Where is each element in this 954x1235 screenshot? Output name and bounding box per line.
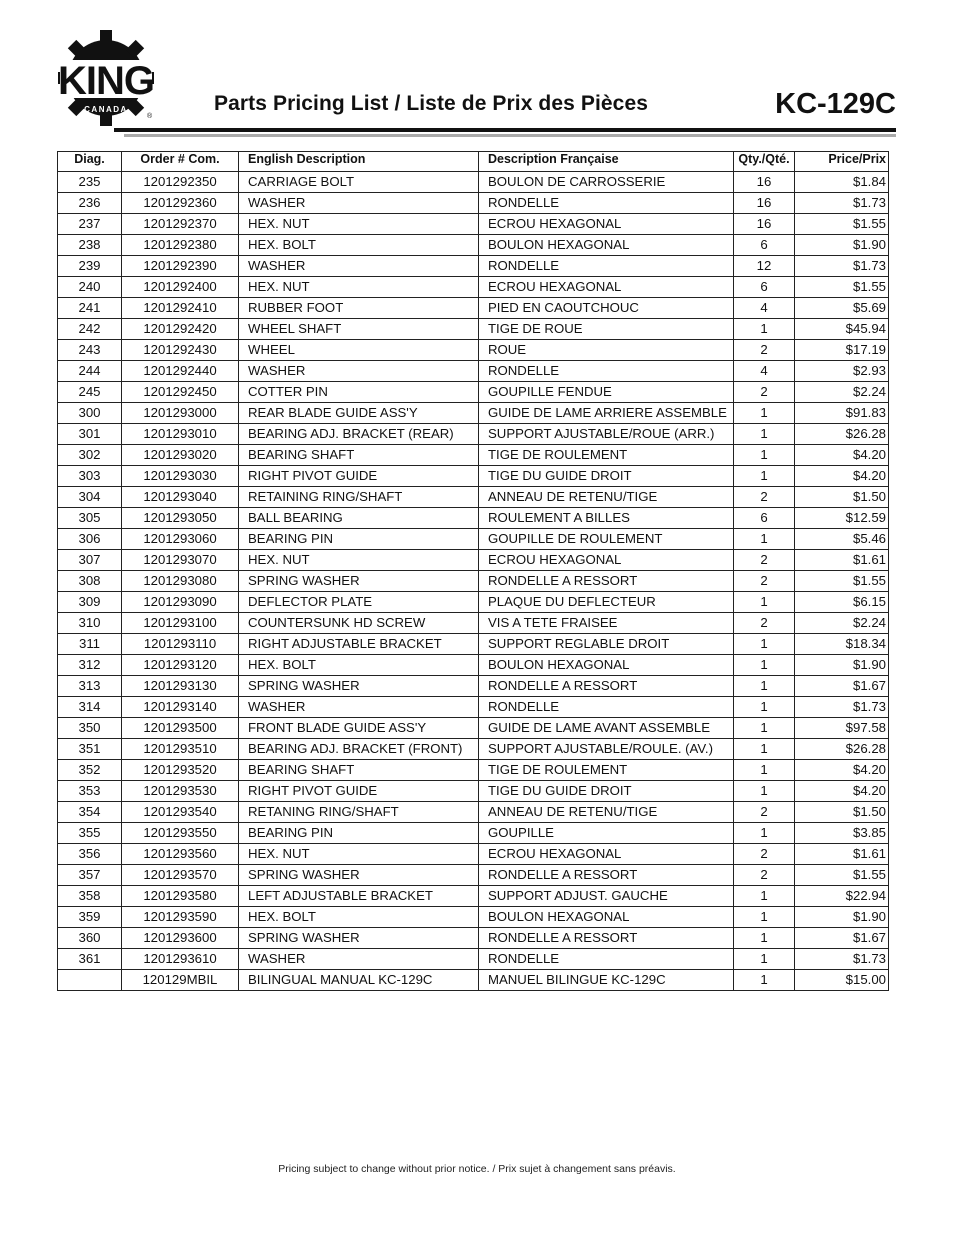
table-row (58, 319, 889, 340)
table-row (58, 634, 889, 655)
cell-order-number: 1201293580 (122, 886, 239, 907)
cell-order-number: 1201293560 (122, 844, 239, 865)
cell-qty: 1 (734, 655, 795, 676)
header-rule-shadow (124, 134, 896, 137)
cell-english-description: COTTER PIN (239, 382, 479, 403)
cell-diag: 353 (58, 781, 122, 802)
cell-price: $1.55 (795, 571, 889, 592)
cell-english-description: HEX. BOLT (239, 655, 479, 676)
cell-qty: 2 (734, 487, 795, 508)
cell-price: $4.20 (795, 781, 889, 802)
cell-price: $1.73 (795, 697, 889, 718)
table-row (58, 277, 889, 298)
cell-order-number: 1201293110 (122, 634, 239, 655)
cell-english-description: SPRING WASHER (239, 571, 479, 592)
cell-english-description: SPRING WASHER (239, 865, 479, 886)
cell-order-number: 1201292420 (122, 319, 239, 340)
cell-order-number: 1201293100 (122, 613, 239, 634)
cell-price: $6.15 (795, 592, 889, 613)
col-header-diag: Diag. (58, 152, 122, 172)
cell-diag: 242 (58, 319, 122, 340)
cell-diag: 244 (58, 361, 122, 382)
cell-french-description: SUPPORT ADJUST. GAUCHE (479, 886, 734, 907)
table-row (58, 382, 889, 403)
cell-french-description: VIS A TETE FRAISEE (479, 613, 734, 634)
logo-wordmark: KING (58, 59, 154, 103)
col-header-french: Description Française (479, 152, 734, 172)
cell-english-description: WHEEL (239, 340, 479, 361)
cell-french-description: RONDELLE A RESSORT (479, 571, 734, 592)
table-row (58, 760, 889, 781)
cell-diag: 354 (58, 802, 122, 823)
cell-diag: 310 (58, 613, 122, 634)
cell-french-description: ECROU HEXAGONAL (479, 214, 734, 235)
table-row (58, 445, 889, 466)
cell-english-description: FRONT BLADE GUIDE ASS'Y (239, 718, 479, 739)
cell-qty: 16 (734, 172, 795, 193)
cell-english-description: RIGHT PIVOT GUIDE (239, 781, 479, 802)
cell-french-description: ECROU HEXAGONAL (479, 550, 734, 571)
header-rule (114, 128, 896, 132)
cell-french-description: MANUEL BILINGUE KC-129C (479, 970, 734, 991)
cell-order-number: 1201293590 (122, 907, 239, 928)
table-row (58, 697, 889, 718)
cell-order-number: 1201293140 (122, 697, 239, 718)
cell-english-description: BEARING SHAFT (239, 760, 479, 781)
cell-french-description: RONDELLE A RESSORT (479, 865, 734, 886)
cell-price: $1.55 (795, 214, 889, 235)
cell-french-description: RONDELLE (479, 256, 734, 277)
cell-french-description: RONDELLE A RESSORT (479, 676, 734, 697)
cell-order-number: 1201293080 (122, 571, 239, 592)
cell-order-number: 1201293570 (122, 865, 239, 886)
cell-qty: 1 (734, 970, 795, 991)
cell-french-description: BOULON HEXAGONAL (479, 907, 734, 928)
cell-order-number: 1201292430 (122, 340, 239, 361)
cell-diag: 240 (58, 277, 122, 298)
table-row (58, 823, 889, 844)
table-row (58, 802, 889, 823)
cell-order-number: 1201292450 (122, 382, 239, 403)
cell-price: $5.69 (795, 298, 889, 319)
cell-order-number: 1201293050 (122, 508, 239, 529)
cell-price: $2.24 (795, 613, 889, 634)
cell-qty: 6 (734, 235, 795, 256)
cell-english-description: RUBBER FOOT (239, 298, 479, 319)
cell-qty: 1 (734, 445, 795, 466)
cell-price: $4.20 (795, 466, 889, 487)
table-row (58, 781, 889, 802)
cell-english-description: BEARING PIN (239, 529, 479, 550)
table-row (58, 298, 889, 319)
cell-qty: 1 (734, 424, 795, 445)
cell-diag: 351 (58, 739, 122, 760)
cell-order-number: 1201293550 (122, 823, 239, 844)
cell-french-description: ROUE (479, 340, 734, 361)
cell-price: $5.46 (795, 529, 889, 550)
cell-order-number: 1201292440 (122, 361, 239, 382)
cell-price: $4.20 (795, 445, 889, 466)
cell-qty: 4 (734, 361, 795, 382)
cell-price: $97.58 (795, 718, 889, 739)
cell-english-description: HEX. BOLT (239, 907, 479, 928)
table-row (58, 550, 889, 571)
cell-french-description: BOULON HEXAGONAL (479, 235, 734, 256)
cell-french-description: PLAQUE DU DEFLECTEUR (479, 592, 734, 613)
pricing-notice: Pricing subject to change without prior notice. / Prix sujet à changement sans préavis. (278, 1163, 676, 1175)
cell-qty: 6 (734, 277, 795, 298)
cell-price: $3.85 (795, 823, 889, 844)
cell-english-description: RETANING RING/SHAFT (239, 802, 479, 823)
cell-price: $1.61 (795, 844, 889, 865)
cell-french-description: SUPPORT REGLABLE DROIT (479, 634, 734, 655)
cell-english-description: WASHER (239, 697, 479, 718)
cell-french-description: PIED EN CAOUTCHOUC (479, 298, 734, 319)
cell-diag: 360 (58, 928, 122, 949)
cell-qty: 1 (734, 592, 795, 613)
table-row (58, 928, 889, 949)
cell-qty: 2 (734, 844, 795, 865)
cell-price: $4.20 (795, 760, 889, 781)
col-header-order: Order # Com. (122, 152, 239, 172)
cell-diag: 357 (58, 865, 122, 886)
cell-qty: 1 (734, 319, 795, 340)
cell-diag: 358 (58, 886, 122, 907)
cell-qty: 1 (734, 781, 795, 802)
cell-french-description: GOUPILLE DE ROULEMENT (479, 529, 734, 550)
cell-english-description: DEFLECTOR PLATE (239, 592, 479, 613)
cell-qty: 2 (734, 382, 795, 403)
cell-qty: 1 (734, 403, 795, 424)
cell-diag: 300 (58, 403, 122, 424)
table-row (58, 256, 889, 277)
cell-french-description: BOULON DE CARROSSERIE (479, 172, 734, 193)
table-row (58, 970, 889, 991)
cell-order-number: 1201292370 (122, 214, 239, 235)
cell-french-description: GOUPILLE FENDUE (479, 382, 734, 403)
table-row (58, 403, 889, 424)
cell-french-description: TIGE DE ROULEMENT (479, 760, 734, 781)
cell-french-description: RONDELLE (479, 697, 734, 718)
cell-english-description: BILINGUAL MANUAL KC-129C (239, 970, 479, 991)
cell-price: $26.28 (795, 424, 889, 445)
cell-diag: 239 (58, 256, 122, 277)
cell-qty: 4 (734, 298, 795, 319)
cell-qty: 1 (734, 634, 795, 655)
cell-price: $1.90 (795, 907, 889, 928)
cell-english-description: WASHER (239, 256, 479, 277)
cell-diag: 302 (58, 445, 122, 466)
cell-french-description: ECROU HEXAGONAL (479, 844, 734, 865)
cell-diag: 303 (58, 466, 122, 487)
cell-french-description: RONDELLE (479, 949, 734, 970)
cell-diag: 355 (58, 823, 122, 844)
cell-qty: 2 (734, 340, 795, 361)
cell-french-description: TIGE DU GUIDE DROIT (479, 781, 734, 802)
cell-diag: 314 (58, 697, 122, 718)
cell-english-description: HEX. NUT (239, 844, 479, 865)
cell-order-number: 1201293070 (122, 550, 239, 571)
cell-french-description: TIGE DE ROUE (479, 319, 734, 340)
cell-diag: 305 (58, 508, 122, 529)
table-row (58, 487, 889, 508)
cell-order-number: 1201292350 (122, 172, 239, 193)
cell-order-number: 1201293090 (122, 592, 239, 613)
cell-order-number: 1201293510 (122, 739, 239, 760)
cell-diag: 301 (58, 424, 122, 445)
cell-qty: 2 (734, 613, 795, 634)
cell-english-description: SPRING WASHER (239, 676, 479, 697)
cell-diag: 307 (58, 550, 122, 571)
cell-qty: 2 (734, 802, 795, 823)
cell-qty: 12 (734, 256, 795, 277)
cell-price: $1.55 (795, 865, 889, 886)
cell-order-number: 1201292400 (122, 277, 239, 298)
cell-qty: 2 (734, 865, 795, 886)
cell-diag: 312 (58, 655, 122, 676)
cell-diag: 304 (58, 487, 122, 508)
cell-qty: 1 (734, 760, 795, 781)
cell-french-description: GOUPILLE (479, 823, 734, 844)
cell-order-number: 1201293600 (122, 928, 239, 949)
cell-english-description: RIGHT ADJUSTABLE BRACKET (239, 634, 479, 655)
cell-english-description: CARRIAGE BOLT (239, 172, 479, 193)
model-number: KC-129C (775, 88, 896, 120)
table-row (58, 193, 889, 214)
table-row (58, 655, 889, 676)
table-row (58, 361, 889, 382)
cell-french-description: GUIDE DE LAME ARRIERE ASSEMBLE (479, 403, 734, 424)
table-row (58, 592, 889, 613)
cell-price: $15.00 (795, 970, 889, 991)
cell-price: $91.83 (795, 403, 889, 424)
table-row (58, 718, 889, 739)
cell-qty: 1 (734, 928, 795, 949)
cell-french-description: BOULON HEXAGONAL (479, 655, 734, 676)
cell-french-description: ECROU HEXAGONAL (479, 277, 734, 298)
cell-price: $1.73 (795, 949, 889, 970)
cell-english-description: BALL BEARING (239, 508, 479, 529)
cell-price: $2.24 (795, 382, 889, 403)
cell-english-description: RETAINING RING/SHAFT (239, 487, 479, 508)
cell-price: $12.59 (795, 508, 889, 529)
table-row (58, 886, 889, 907)
cell-qty: 1 (734, 697, 795, 718)
cell-price: $1.50 (795, 487, 889, 508)
cell-diag: 311 (58, 634, 122, 655)
cell-price: $18.34 (795, 634, 889, 655)
cell-qty: 2 (734, 550, 795, 571)
cell-price: $45.94 (795, 319, 889, 340)
cell-order-number: 1201293520 (122, 760, 239, 781)
cell-qty: 1 (734, 739, 795, 760)
col-header-english: English Description (239, 152, 479, 172)
cell-qty: 16 (734, 193, 795, 214)
cell-qty: 1 (734, 949, 795, 970)
cell-price: $17.19 (795, 340, 889, 361)
cell-french-description: SUPPORT AJUSTABLE/ROUE (ARR.) (479, 424, 734, 445)
cell-english-description: BEARING ADJ. BRACKET (FRONT) (239, 739, 479, 760)
cell-diag: 359 (58, 907, 122, 928)
table-row (58, 172, 889, 193)
cell-french-description: ANNEAU DE RETENU/TIGE (479, 802, 734, 823)
cell-order-number: 1201293500 (122, 718, 239, 739)
cell-english-description: BEARING SHAFT (239, 445, 479, 466)
cell-diag: 350 (58, 718, 122, 739)
cell-qty: 1 (734, 823, 795, 844)
cell-diag: 235 (58, 172, 122, 193)
cell-order-number: 1201293530 (122, 781, 239, 802)
cell-order-number: 1201292410 (122, 298, 239, 319)
cell-price: $1.67 (795, 928, 889, 949)
cell-order-number: 1201293040 (122, 487, 239, 508)
cell-english-description: WASHER (239, 361, 479, 382)
cell-diag: 356 (58, 844, 122, 865)
col-header-qty: Qty./Qté. (734, 152, 795, 172)
cell-english-description: HEX. NUT (239, 550, 479, 571)
cell-diag: 245 (58, 382, 122, 403)
table-header-row (58, 152, 889, 172)
cell-order-number: 120129MBIL (122, 970, 239, 991)
cell-diag: 237 (58, 214, 122, 235)
cell-french-description: ROULEMENT A BILLES (479, 508, 734, 529)
cell-order-number: 1201293000 (122, 403, 239, 424)
cell-qty: 1 (734, 886, 795, 907)
cell-english-description: REAR BLADE GUIDE ASS'Y (239, 403, 479, 424)
cell-english-description: WASHER (239, 949, 479, 970)
cell-english-description: BEARING PIN (239, 823, 479, 844)
table-row (58, 613, 889, 634)
cell-french-description: ANNEAU DE RETENU/TIGE (479, 487, 734, 508)
cell-english-description: WASHER (239, 193, 479, 214)
king-canada-logo (56, 28, 156, 128)
cell-french-description: TIGE DU GUIDE DROIT (479, 466, 734, 487)
cell-order-number: 1201292390 (122, 256, 239, 277)
table-row (58, 424, 889, 445)
cell-french-description: SUPPORT AJUSTABLE/ROULE. (AV.) (479, 739, 734, 760)
cell-price: $1.73 (795, 256, 889, 277)
registered-mark-icon: ® (147, 113, 153, 120)
cell-english-description: HEX. NUT (239, 277, 479, 298)
cell-order-number: 1201293030 (122, 466, 239, 487)
cell-order-number: 1201292380 (122, 235, 239, 256)
cell-diag: 243 (58, 340, 122, 361)
cell-price: $1.50 (795, 802, 889, 823)
table-row (58, 865, 889, 886)
parts-table (57, 151, 889, 991)
cell-price: $22.94 (795, 886, 889, 907)
cell-diag (58, 970, 122, 991)
table-row (58, 466, 889, 487)
cell-price: $1.67 (795, 676, 889, 697)
cell-price: $2.93 (795, 361, 889, 382)
cell-french-description: RONDELLE A RESSORT (479, 928, 734, 949)
cell-price: $1.55 (795, 277, 889, 298)
table-row (58, 907, 889, 928)
cell-english-description: SPRING WASHER (239, 928, 479, 949)
cell-french-description: TIGE DE ROULEMENT (479, 445, 734, 466)
cell-qty: 2 (734, 571, 795, 592)
table-row (58, 676, 889, 697)
cell-order-number: 1201293010 (122, 424, 239, 445)
cell-order-number: 1201293540 (122, 802, 239, 823)
table-row (58, 508, 889, 529)
cell-diag: 238 (58, 235, 122, 256)
cell-english-description: RIGHT PIVOT GUIDE (239, 466, 479, 487)
cell-diag: 309 (58, 592, 122, 613)
cell-qty: 1 (734, 466, 795, 487)
cell-order-number: 1201292360 (122, 193, 239, 214)
cell-price: $1.84 (795, 172, 889, 193)
cell-diag: 352 (58, 760, 122, 781)
cell-order-number: 1201293120 (122, 655, 239, 676)
cell-order-number: 1201293610 (122, 949, 239, 970)
cell-order-number: 1201293060 (122, 529, 239, 550)
cell-french-description: GUIDE DE LAME AVANT ASSEMBLE (479, 718, 734, 739)
table-row (58, 739, 889, 760)
cell-french-description: RONDELLE (479, 193, 734, 214)
cell-price: $26.28 (795, 739, 889, 760)
cell-diag: 306 (58, 529, 122, 550)
cell-order-number: 1201293130 (122, 676, 239, 697)
col-header-price: Price/Prix (795, 152, 889, 172)
cell-price: $1.90 (795, 655, 889, 676)
cell-diag: 361 (58, 949, 122, 970)
cell-english-description: COUNTERSUNK HD SCREW (239, 613, 479, 634)
table-row (58, 844, 889, 865)
cell-qty: 1 (734, 718, 795, 739)
cell-price: $1.73 (795, 193, 889, 214)
cell-order-number: 1201293020 (122, 445, 239, 466)
table-row (58, 340, 889, 361)
table-row (58, 571, 889, 592)
cell-qty: 16 (734, 214, 795, 235)
cell-english-description: LEFT ADJUSTABLE BRACKET (239, 886, 479, 907)
cell-english-description: HEX. NUT (239, 214, 479, 235)
cell-english-description: HEX. BOLT (239, 235, 479, 256)
cell-price: $1.61 (795, 550, 889, 571)
cell-qty: 1 (734, 529, 795, 550)
cell-english-description: WHEEL SHAFT (239, 319, 479, 340)
logo-subtext: CANADA (84, 105, 128, 114)
cell-diag: 308 (58, 571, 122, 592)
cell-qty: 1 (734, 907, 795, 928)
cell-diag: 236 (58, 193, 122, 214)
table-row (58, 949, 889, 970)
cell-english-description: BEARING ADJ. BRACKET (REAR) (239, 424, 479, 445)
table-row (58, 529, 889, 550)
cell-diag: 313 (58, 676, 122, 697)
cell-diag: 241 (58, 298, 122, 319)
table-row (58, 214, 889, 235)
cell-price: $1.90 (795, 235, 889, 256)
page-title: Parts Pricing List / Liste de Prix des Pièces (214, 92, 649, 115)
table-row (58, 235, 889, 256)
cell-qty: 6 (734, 508, 795, 529)
cell-french-description: RONDELLE (479, 361, 734, 382)
cell-qty: 1 (734, 676, 795, 697)
